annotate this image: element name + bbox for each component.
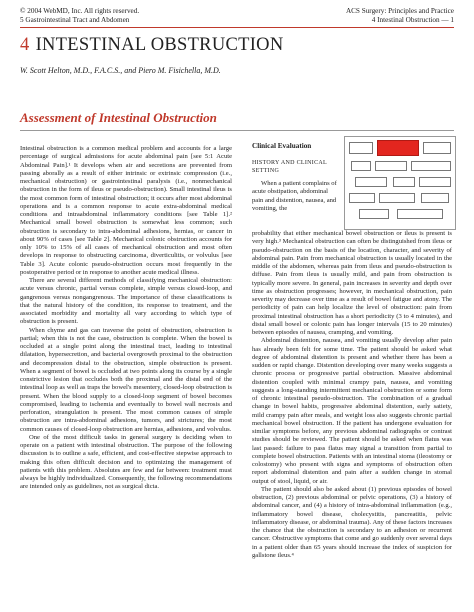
right-column [252,230,452,560]
flow-box [393,177,415,187]
section-rule [20,130,454,131]
left-column [20,145,232,492]
flow-box [351,161,371,171]
flow-box-highlighted [377,140,419,156]
flow-box [411,161,451,171]
chapter-page-line: 4 Intestinal Obstruction — 1 [371,16,454,24]
flow-box [423,142,451,154]
chapter-title: INTESTINAL OBSTRUCTION [35,35,284,55]
authors: W. Scott Helton, M.D., F.A.C.S., and Piero M. Fisichella, M.D. [20,66,221,75]
flow-box [397,209,443,219]
running-header-left [20,7,139,25]
subheading-line: SETTING [252,167,280,174]
paragraph: probability that either mechanical bowel obstruction or ileus is present is very high.³ Mechanical obstruction can often be distinguished from ileus or pseudo-obstruction on the basis of the location, character, and severity of abdominal pain. Pain from mechanical obstruction is usually located in the middle of the abdomen, whereas pain from ileus and pseudo-obstruction is diffuse. Pain from ileus is usually mild, and pain from obstruction is typically more severe. In general, pain increases in severity and depth over time as obstruction progresses; however, in mechanical obstruction, pain severity may decrease over time as a result of bowel fatigue and atony. The periodicity of pain can help localize the level of obstruction: pain from proximal intestinal obstruction has a short periodicity (3 to 4 minutes), and distal small bowel or colonic pain has longer intervals (15 to 20 minutes) between episodes of nausea, cramping, and vomiting. [252,230,452,336]
section-title: Assessment of Intestinal Obstruction [20,110,217,125]
chapter-heading [20,35,284,56]
paragraph: There are several different methods of classifying mechanical obstruction: acute versus chronic, partial versus complete, simple versus closed-loop, and gangrenous versus nongangrenous. The importance of these classifications is that the natural history of the condition, its response to treatment, and the associated morbidity and mortality all vary according to which type of obstruction is present. [20,277,232,326]
subheading-line: HISTORY AND CLINICAL [252,160,328,166]
copyright-line: © 2004 WebMD, Inc. All rights reserved. [20,7,140,15]
paragraph: One of the most difficult tasks in general surgery is deciding when to operate on a patient with intestinal obstruction. The purpose of the following discussion is to outline a safe, efficient, and cost-effective stepwise approach to making this often difficult decision and to optimizing the management of patients with this problem. Absolutes are few and far between: treatment must always be highly individualized. Consequently, the following recommendations are intended only as guidelines, not as surgical dicta. [20,433,232,491]
section-line: 5 Gastrointestinal Tract and Abdomen [20,16,130,24]
chapter-number: 4 [20,35,30,55]
algorithm-thumbnail[interactable] [344,136,456,230]
header-rule [20,27,454,28]
clinical-evaluation-heading: Clinical Evaluation [252,142,312,150]
paragraph: Abdominal distention, nausea, and vomiting usually develop after pain has already been felt for some time. The patient should be asked what degree of abdominal distention is present and whether there has been a sudden or rapid change. Distention developing over many weeks suggests a chronic process or progressive partial obstruction. Massive abdominal distention coupled with minimal crampy pain, nausea, and vomiting suggests a long-standing intermittent mechanical obstruction or some form of chronic intestinal pseudo-obstruction. The combination of a gradual change in bowel habits, progressive abdominal distention, early satiety, mild crampy pain after meals, and weight loss also suggests chronic partial mechanical bowel obstruction. If the patient has undergone evaluation for similar symptoms before, any previous abdominal radiographs or contrast studies should be reviewed. The patient should be asked when flatus was last passed: failure to pass flatus may signal a transition from partial to complete bowel obstruction. Patients with an intestinal stoma (ileostomy or colostomy) who present with signs and symptoms of obstruction often report abdominal distention and pain after a sudden change in stomal output of stool, liquid, or air. [252,337,452,485]
flow-box [379,193,415,203]
flow-box [349,193,375,203]
paragraph: When chyme and gas can traverse the point of obstruction, obstruction is partial; when this is not the case, obstruction is complete. When the bowel is occluded at a single point along the intestinal tract, leading to intestinal dilatation, hypersecretion, and bacterial overgrowth proximal to the obstruction and decompression distal to the obstruction, simple obstruction is present. When a segment of bowel is occluded at two points along its course by a single constrictive lesion that occludes both the proximal and the distal end of the intestinal loop as well as traps the bowel's mesentery, closed-loop obstruction is present. When the blood supply to a closed-loop segment of bowel becomes compromised, leading to ischemia and eventually to bowel wall necrosis and perforation, strangulation is present. The most common causes of simple obstruction are intra-abdominal adhesions, tumors, and strictures; the most common causes of closed-loop obstruction are hernias, adhesions, and volvulus. [20,326,232,433]
flow-box [419,177,451,187]
wrapped-paragraph [252,180,340,213]
flow-box [375,161,407,171]
book-title-line: ACS Surgery: Principles and Practice [345,7,454,15]
paragraph: When a patient complains of acute obstipation, abdominal pain and distention, nausea, and vomiting, the [252,180,337,212]
flow-box [359,209,389,219]
flow-box [349,142,373,154]
history-subheading [252,160,327,175]
paragraph: Intestinal obstruction is a common medical problem and accounts for a large percentage of surgical admissions for acute abdominal pain [see 5:1 Acute Abdominal Pain].¹ It develops when air and secretions are prevented from passing aborally as a result of either intrinsic or extrinsic compression (i.e., mechanical obstruction) or gastrointestinal paralysis (i.e., nonmechanical obstruction in the form of ileus or pseudo-obstruction). Small intestinal ileus is the most common form of intestinal obstruction; it occurs after most abdominal operations and is a common response to acute extra-abdominal medical conditions and intraabdominal inflammatory conditions [see Table 1].² Mechanical small bowel obstruction is somewhat less common; such obstruction is secondary to intra-abdominal adhesions, hernias, or cancer in about 90% of cases [see Table 2]. Mechanical colonic obstruction accounts for only 10% to 15% of all cases of mechanical obstruction and most often develops in response to obstructing carcinoma, diverticulitis, or volvulus [see Table 3]. Acute colonic pseudo-obstruction occurs most frequently in the postoperative period or in response to another acute medical illness. [20,145,232,276]
flow-box [355,177,387,187]
paragraph: The patient should also be asked about (1) previous episodes of bowel obstruction, (2) previous abdominal or pelvic operations, (3) a history of abdominal cancer, and (4) a history of intra-abdominal inflammation (e.g., inflammatory bowel disease, cholecystitis, pancreatitis, pelvic inflammatory disease, or abdominal trauma). Any of these factors increases the chance that the obstruction is secondary to an adhesion or recurrent cancer. Obstructive symptoms that come and go suddenly over several days in a patient older than 65 years should increase the index of suspicion for gallstone ileus.⁴ [252,485,452,559]
flow-box [421,193,449,203]
running-header-right [346,7,454,25]
